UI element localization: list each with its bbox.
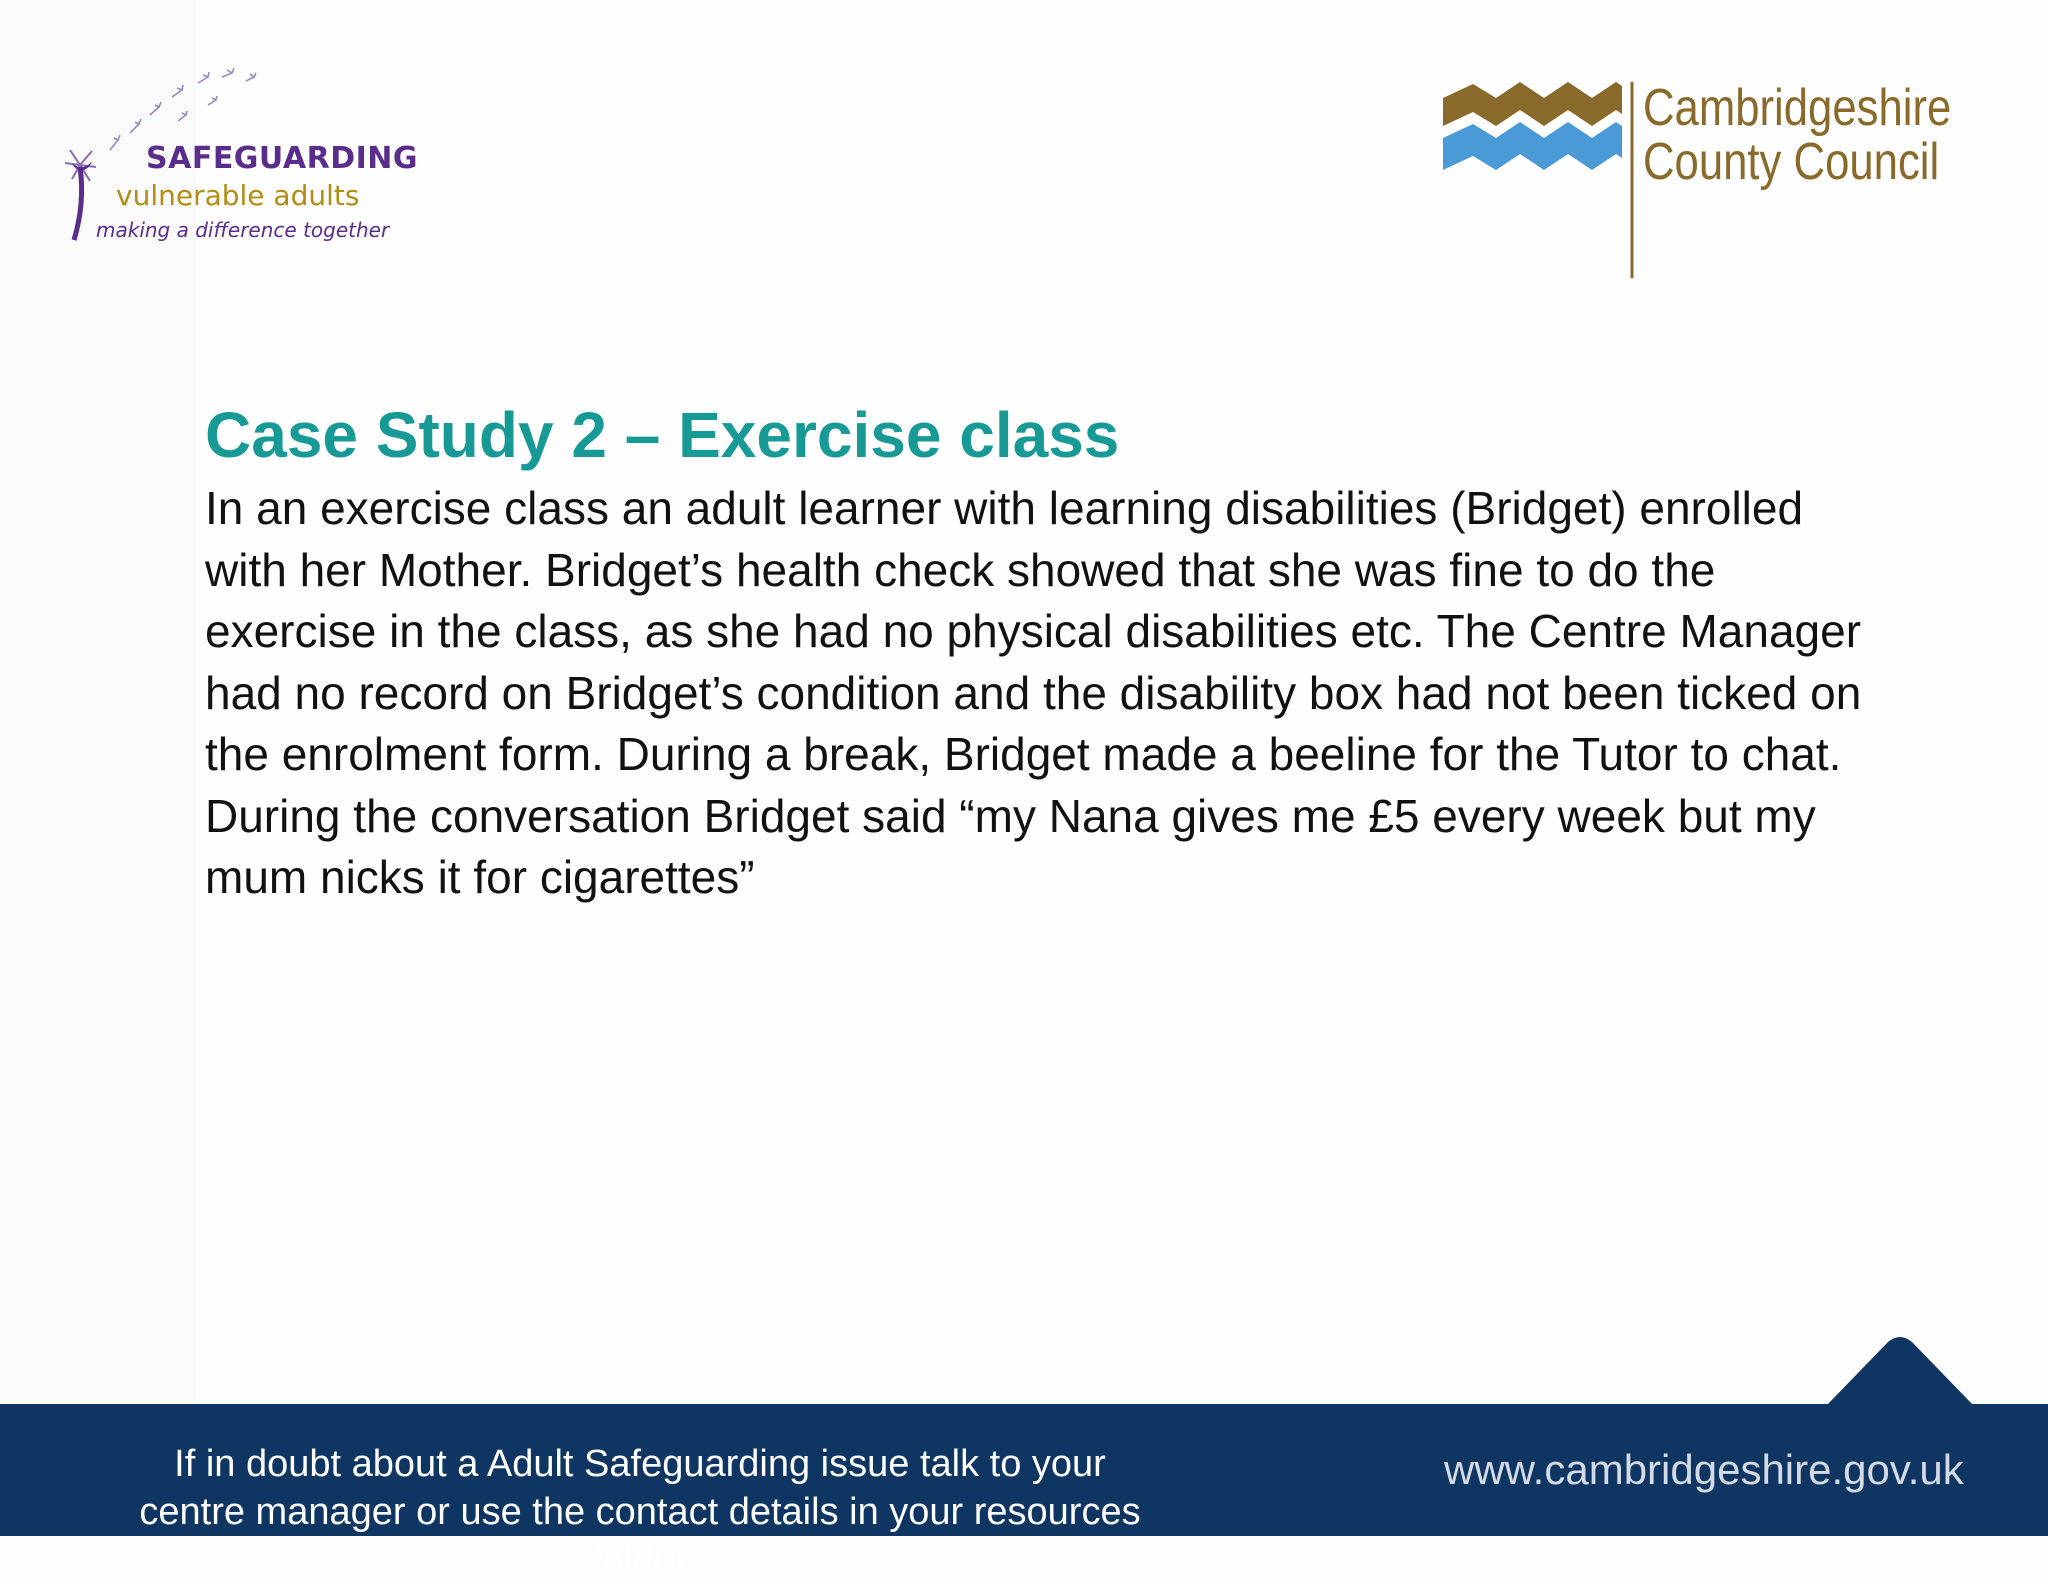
council-name-line1: Cambridgeshire: [1643, 79, 1952, 137]
safeguarding-tagline: making a difference together: [96, 218, 390, 242]
footer-note: If in doubt about a Adult Safeguarding issue talk to your centre manager or use the contact details in your resources folder: [139, 1443, 1141, 1581]
council-name-line2: County Council: [1643, 133, 1940, 191]
slide-body-text: In an exercise class an adult learner with learning disabilities (Bridget) enrolled with her Mother. Bridget’s health check showed that she was fine to do the exercise in the class, as she had no physical disabilities etc. The Centre Manager had no record on Bridget’s condition and the disability box had not been ticked on the enrolment form. During a break, Bridget made a beeline for the Tutor to chat. During the conversation Bridget said “my Nana gives me £5 every week but my mum nicks it for cigarettes”: [205, 482, 1862, 903]
council-logo: [1440, 78, 2000, 283]
council-wave-icon: [1440, 78, 1640, 283]
slide-heading: Case Study 2 – Exercise class: [205, 399, 1120, 471]
safeguarding-logo: [50, 55, 430, 255]
footer-peak-shape: [1820, 1334, 1980, 1406]
website-url: www.cambridgeshire.gov.uk: [1444, 1446, 1964, 1493]
safeguarding-subtitle: vulnerable adults: [116, 179, 360, 212]
safeguarding-title: SAFEGUARDING: [146, 141, 418, 176]
